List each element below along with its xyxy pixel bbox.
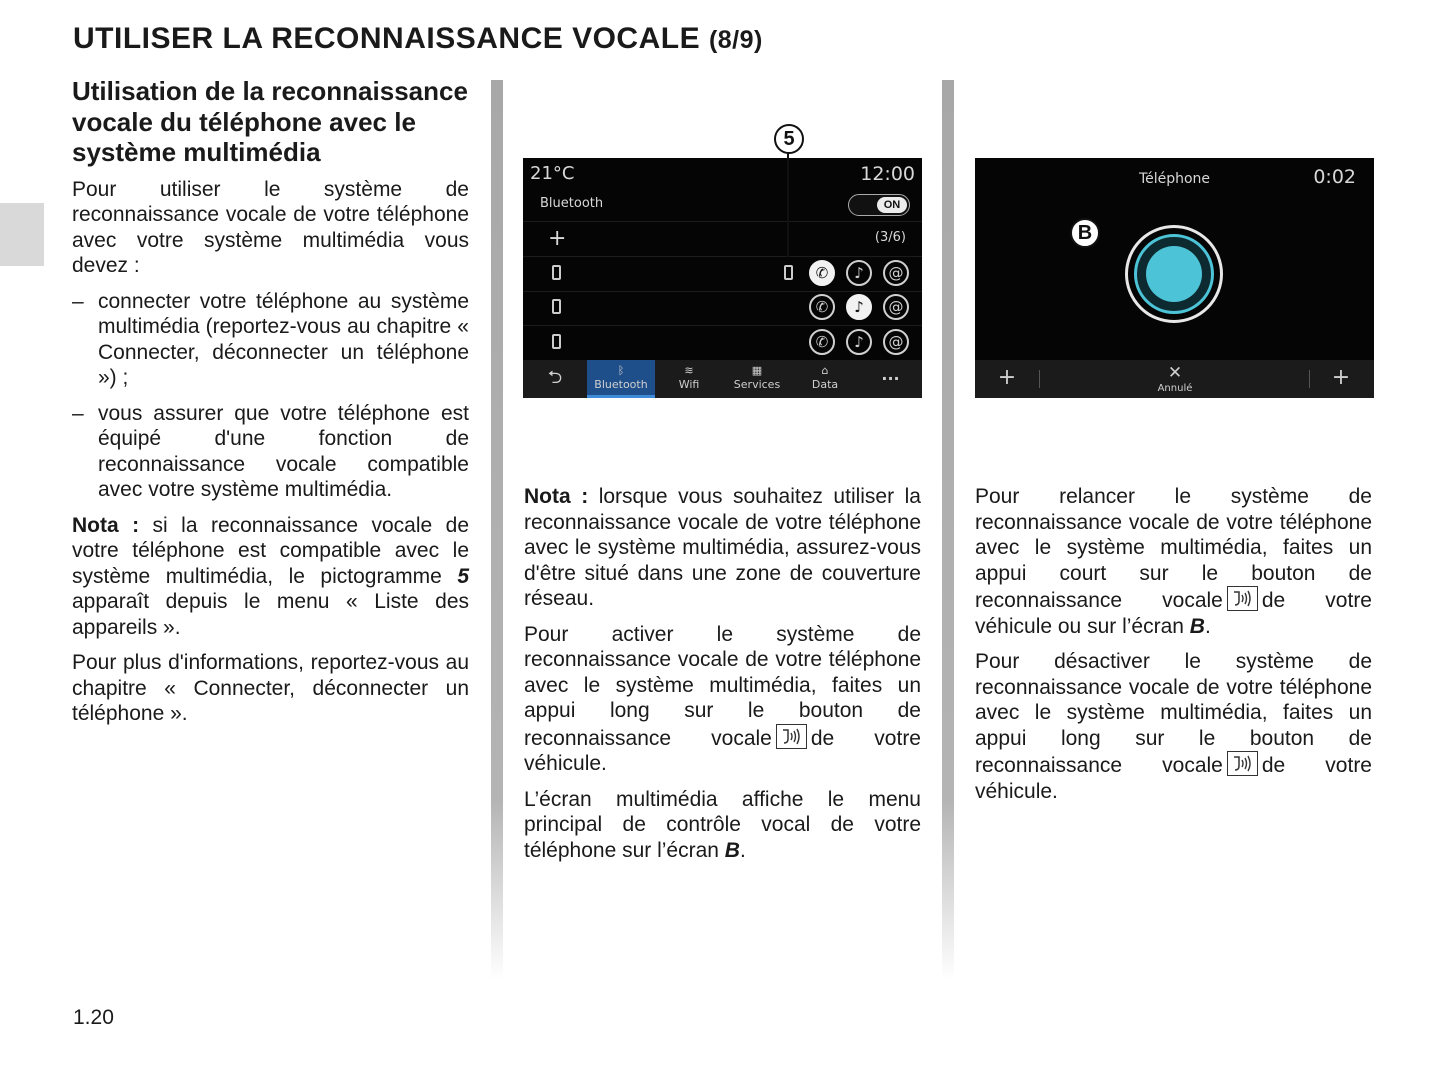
add-device-button[interactable]: + — [548, 226, 567, 251]
page-indicator: (3/6) — [874, 230, 906, 245]
phone-icon — [552, 265, 561, 280]
nota-text: lorsque vous souhaitez utiliser la reconnaissance vocale de votre téléphone avec le système multimédia, assurez-vous d'être situé dans une zone de couverture réseau. — [524, 485, 921, 610]
activate-paragraph — [524, 622, 921, 777]
list-item-text: connecter votre téléphone au système multimédia (reportez-vous au chapitre « Connecter, déconnecter un téléphone ») ; — [98, 289, 469, 389]
tab-wifi[interactable] — [655, 360, 723, 398]
music-icon[interactable]: ♪ — [846, 329, 872, 355]
temperature: 21°C — [530, 163, 575, 184]
voice-recognition-phone-icon — [784, 265, 793, 280]
clock: 12:00 — [860, 163, 915, 185]
page-range: (8/9) — [708, 26, 763, 54]
voice-indicator — [1146, 246, 1202, 302]
tab-label: Services — [733, 378, 781, 391]
call-timer: 0:02 — [1313, 166, 1356, 188]
voice-button-icon — [1227, 751, 1258, 776]
call-action-bar — [975, 360, 1374, 398]
at-sign-icon[interactable]: @ — [883, 294, 909, 320]
toggle-knob: ON — [877, 197, 907, 213]
activate-text-end: de votre véhicule. — [524, 726, 921, 775]
phone-call-icon[interactable]: ✆ — [809, 329, 835, 355]
page-title — [73, 22, 763, 56]
callout-leader-line — [787, 153, 789, 257]
callout-5: 5 — [774, 124, 804, 154]
screen-title: Téléphone — [1138, 171, 1211, 187]
relaunch-paragraph — [975, 484, 1372, 639]
display-paragraph — [524, 787, 921, 864]
list-item — [72, 401, 469, 503]
add-right-button[interactable]: + — [1331, 365, 1351, 390]
music-icon[interactable]: ♪ — [846, 294, 872, 320]
wifi-icon: ≋ — [684, 364, 694, 377]
list-item-text: vous assurer que votre téléphone est équipé d'une fonction de reconnaissance vocale compatible avec votre système multimédia. — [98, 401, 469, 501]
left-column — [72, 76, 469, 737]
list-dash: – — [72, 289, 84, 313]
bottom-tab-bar — [523, 360, 922, 398]
tab-services[interactable] — [723, 360, 791, 398]
more-button[interactable]: ... — [881, 365, 900, 384]
bar-separator — [1309, 370, 1310, 388]
bar-separator — [1039, 370, 1040, 388]
tab-data[interactable] — [791, 360, 859, 398]
voice-ring — [1134, 234, 1214, 314]
deactivate-paragraph — [975, 649, 1372, 804]
row-divider — [523, 256, 922, 257]
phone-call-icon[interactable]: ✆ — [809, 294, 835, 320]
phone-icon — [552, 334, 561, 349]
relaunch-text: Pour relancer le système de reconnaissance vocale de votre téléphone avec le système multimédia, faites un appui court sur le bouton de reconnaissance vocale — [975, 485, 1372, 612]
screen-ref: B — [1189, 614, 1205, 638]
phone-call-icon[interactable]: ✆ — [809, 260, 835, 286]
section-heading: Utilisation de la reconnaissance vocale du téléphone avec le système multimédia — [72, 76, 468, 167]
column-divider-right — [942, 80, 954, 980]
tab-label: Wifi — [678, 378, 700, 391]
nota-label: Nota : — [72, 513, 140, 537]
row-divider — [523, 325, 922, 326]
nota-text: si la reconnaissance vocale de votre téléphone est compatible avec le système multimédia, le pictogramme — [72, 513, 469, 588]
nota-text-end: apparaît depuis le menu « Liste des appareils ». — [72, 590, 469, 639]
list-dash: – — [72, 401, 84, 425]
list-item — [72, 289, 469, 391]
bluetooth-icon: ᛒ — [617, 364, 625, 377]
voice-button-icon — [1227, 586, 1258, 611]
row-divider — [523, 291, 922, 292]
telephone-screen — [975, 158, 1374, 398]
deactivate-text: Pour désactiver le système de reconnaissance vocale de votre téléphone avec le système multimédia, faites un appui long sur le bouton de reconnaissance vocale — [975, 650, 1372, 777]
phone-icon — [552, 299, 561, 314]
voice-button-icon — [776, 724, 807, 749]
page-number: 1.20 — [73, 1006, 114, 1029]
deactivate-text-end: de votre véhicule. — [975, 754, 1372, 803]
nota-label: Nota : — [524, 485, 589, 508]
right-column — [975, 484, 1372, 814]
cancel-label: Annulé — [1157, 383, 1193, 394]
page-title-text: UTILISER LA RECONNAISSANCE VOCALE — [73, 22, 701, 55]
nota-paragraph — [72, 513, 469, 641]
display-text: L’écran multimédia affiche le menu principal de contrôle vocal de votre téléphone sur l’écran — [524, 787, 921, 862]
close-icon: ✕ — [1167, 363, 1183, 383]
screen-title: Bluetooth — [540, 196, 604, 211]
activate-text: Pour activer le système de reconnaissance vocale de votre téléphone avec le système multimédia, faites un appui long sur le bouton de reconnaissance vocale — [524, 622, 921, 750]
services-icon: ▦ — [751, 364, 763, 377]
add-left-button[interactable]: + — [997, 365, 1017, 390]
tab-label: Data — [811, 378, 839, 391]
nota-paragraph — [524, 484, 921, 612]
column-divider-left — [491, 80, 503, 980]
callout-b: B — [1070, 218, 1100, 248]
music-icon[interactable]: ♪ — [846, 260, 872, 286]
tab-bluetooth[interactable] — [587, 360, 655, 398]
more-info-paragraph: Pour plus d'informations, reportez-vous au chapitre « Connecter, déconnecter un téléphone ». — [72, 651, 469, 725]
cancel-button[interactable] — [1135, 360, 1215, 398]
data-icon: ⌂ — [821, 364, 829, 377]
voice-recognition-button[interactable] — [1125, 225, 1223, 323]
bluetooth-toggle[interactable] — [848, 194, 910, 216]
at-sign-icon[interactable]: @ — [883, 260, 909, 286]
relaunch-text-mid: de votre véhicule ou sur l’écran — [975, 589, 1372, 638]
display-text-end: . — [739, 838, 746, 862]
chapter-tab — [0, 203, 44, 266]
intro-paragraph: Pour utiliser le système de reconnaissance vocale de votre téléphone avec votre système multimédia vous devez : — [72, 177, 469, 277]
row-divider — [523, 221, 922, 222]
back-button[interactable]: ⮌ — [547, 367, 563, 388]
tab-label: Bluetooth — [594, 378, 648, 391]
nota-ref: 5 — [457, 564, 469, 588]
relaunch-text-end: . — [1204, 614, 1211, 638]
bluetooth-screen — [523, 158, 922, 398]
middle-column — [524, 484, 921, 873]
screen-ref: B — [724, 838, 740, 862]
at-sign-icon[interactable]: @ — [883, 329, 909, 355]
